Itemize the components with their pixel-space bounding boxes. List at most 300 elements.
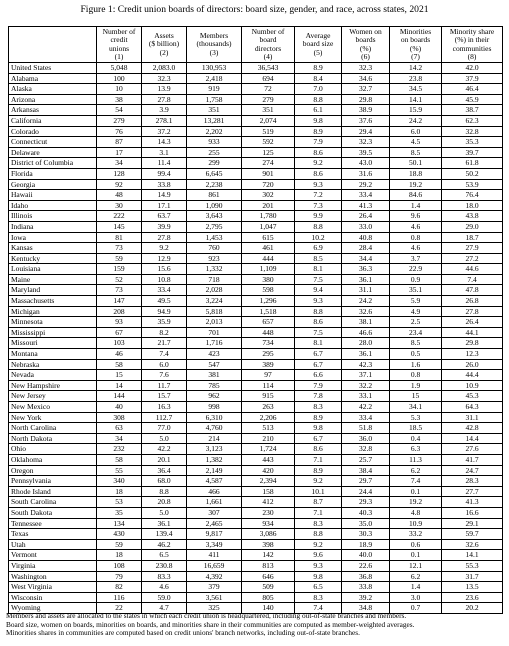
table-row [9,486,503,497]
value-cell: 87 [97,137,142,148]
value-cell: 381 [187,370,242,381]
value-cell: 36.1 [342,349,390,360]
value-cell: 37.9 [442,73,503,84]
value-cell: 998 [187,402,242,413]
value-cell: 379 [187,582,242,593]
value-cell: 423 [187,349,242,360]
state-name-cell: Minnesota [9,317,97,328]
value-cell: 444 [242,253,295,264]
table-row [9,232,503,243]
value-cell: 41.7 [442,454,503,465]
value-cell: 35.1 [390,285,442,296]
state-name-cell: Connecticut [9,137,97,148]
value-cell: 15.9 [390,105,442,116]
value-cell: 28.4 [342,243,390,254]
value-cell: 448 [242,327,295,338]
value-cell: 18.5 [390,423,442,434]
value-cell: 46 [97,349,142,360]
value-cell: 2,206 [242,412,295,423]
value-cell: 5.0 [142,507,187,518]
value-cell: 16,659 [187,560,242,571]
value-cell: 24.2 [390,115,442,126]
value-cell: 18 [97,550,142,561]
value-cell: 23.4 [390,327,442,338]
value-cell: 17 [97,147,142,158]
value-cell: 76.4 [442,190,503,201]
value-cell: 48 [97,190,142,201]
note-line: Members and assets are allocated to the states in which each credit union is headquartered, including out-of-state branches and members. [6,611,407,620]
value-cell: 39.5 [342,147,390,158]
value-cell: 50.2 [442,168,503,179]
value-cell: 9.8 [295,423,342,434]
value-cell: 915 [242,391,295,402]
value-cell: 31.1 [342,285,390,296]
state-name-cell: New Hampshire [9,380,97,391]
value-cell: 42.0 [442,63,503,74]
value-cell: 9.6 [295,550,342,561]
column-header-line: (3) [209,47,219,57]
state-name-cell: New Jersey [9,391,97,402]
value-cell: 1,047 [242,221,295,232]
value-cell: 8.2 [142,327,187,338]
value-cell: 1.9 [390,380,442,391]
value-cell: 1.4 [390,200,442,211]
table-row [9,73,503,84]
table-row [9,190,503,201]
column-header-line: directors [254,43,282,53]
value-cell: 116 [97,592,142,603]
value-cell: 29.0 [442,221,503,232]
state-name-cell: Montana [9,349,97,360]
value-cell: 547 [187,359,242,370]
value-cell: 3,123 [187,444,242,455]
value-cell: 8.9 [295,465,342,476]
table-body [9,63,503,614]
value-cell: 8.9 [295,412,342,423]
value-cell: 3.0 [390,592,442,603]
state-name-cell: Hawaii [9,190,97,201]
value-cell: 201 [242,200,295,211]
column-header-line: board [259,35,277,45]
value-cell: 592 [242,137,295,148]
value-cell: 45.3 [442,391,503,402]
value-cell: 42.2 [342,402,390,413]
value-cell: 4.5 [390,137,442,148]
value-cell: 9.2 [295,539,342,550]
value-cell: 734 [242,338,295,349]
value-cell: 33.4 [142,285,187,296]
value-cell: 0.7 [390,603,442,614]
value-cell: 34.1 [390,402,442,413]
value-cell: 103 [97,338,142,349]
value-cell: 63 [97,423,142,434]
value-cell: 9.2 [295,158,342,169]
value-cell: 598 [242,285,295,296]
value-cell: 112.7 [142,412,187,423]
value-cell: 1,661 [187,497,242,508]
column-header-line: ($ billion) [148,39,180,49]
value-cell: 718 [187,274,242,285]
value-cell: 23.8 [390,73,442,84]
value-cell: 33.8 [342,582,390,593]
value-cell: 3,086 [242,529,295,540]
value-cell: 7.4 [390,476,442,487]
state-name-cell: Alaska [9,84,97,95]
value-cell: 411 [187,550,242,561]
value-cell: 15.6 [142,264,187,275]
table-row [9,147,503,158]
column-header-line: (7) [411,51,420,61]
value-cell: 6.1 [295,105,342,116]
value-cell: 12.1 [390,560,442,571]
value-cell: 145 [97,221,142,232]
value-cell: 1,716 [187,338,242,349]
value-cell: 4,760 [187,423,242,434]
state-name-cell: Florida [9,168,97,179]
value-cell: 3,561 [187,592,242,603]
value-cell: 8.5 [390,147,442,158]
value-cell: 9.3 [295,179,342,190]
table-header-row [9,27,503,63]
value-cell: 8.4 [295,73,342,84]
value-cell: 6.7 [295,433,342,444]
value-cell: 208 [97,306,142,317]
table-row [9,571,503,582]
value-cell: 30 [97,200,142,211]
value-cell: 412 [242,497,295,508]
value-cell: 77.0 [142,423,187,434]
value-cell: 934 [242,518,295,529]
value-cell: 6.2 [390,571,442,582]
value-cell: 12.9 [142,253,187,264]
value-cell: 36,543 [242,63,295,74]
state-name-cell: Indiana [9,221,97,232]
value-cell: 295 [242,349,295,360]
column-header-line: boards [355,35,376,45]
value-cell: 139.4 [142,529,187,540]
value-cell: 27.6 [442,444,503,455]
value-cell: 99.4 [142,168,187,179]
column-header [390,27,442,63]
column-header-line: Number of [251,27,285,37]
state-name-cell: Nevada [9,370,97,381]
table-row [9,497,503,508]
value-cell: 3.7 [390,253,442,264]
value-cell: 15.7 [142,391,187,402]
table-row [9,179,503,190]
value-cell: 32.8 [342,444,390,455]
value-cell: 461 [242,243,295,254]
value-cell: 40.0 [342,550,390,561]
value-cell: 36.4 [142,465,187,476]
value-cell: 32.6 [342,306,390,317]
value-cell: 134 [97,518,142,529]
value-cell: 694 [242,73,295,84]
state-name-cell: Nebraska [9,359,97,370]
state-name-cell: Colorado [9,126,97,137]
column-header-line: unions [108,43,129,53]
state-name-cell: Mississippi [9,327,97,338]
column-header-line: board size [302,39,334,49]
value-cell: 63.7 [142,211,187,222]
value-cell: 73 [97,285,142,296]
value-cell: 147 [97,296,142,307]
value-cell: 36.8 [342,571,390,582]
value-cell: 24.2 [342,296,390,307]
value-cell: 8.3 [295,518,342,529]
note-line: Board size, women on boards, minorities on boards, and minorities share in their communities are computed as member-weighted averages. [6,619,415,629]
state-name-cell: New York [9,412,97,423]
value-cell: 24.4 [342,486,390,497]
value-cell: 230.8 [142,560,187,571]
value-cell: 23.6 [442,592,503,603]
value-cell: 2,418 [187,73,242,84]
value-cell: 14.2 [390,63,442,74]
value-cell: 255 [187,147,242,158]
value-cell: 73 [97,243,142,254]
table-row [9,370,503,381]
table-row [9,391,503,402]
value-cell: 2,013 [187,317,242,328]
note-line: Minorities shares in communities are computed based on credit unions' branch networks, including out-of-state branches. [6,628,360,638]
value-cell: 443 [242,454,295,465]
value-cell: 6.7 [295,349,342,360]
state-name-cell: California [9,115,97,126]
value-cell: 64.3 [442,402,503,413]
value-cell: 18 [97,486,142,497]
value-cell: 34.4 [342,253,390,264]
value-cell: 20.2 [442,603,503,614]
value-cell: 2,238 [187,179,242,190]
state-name-cell: Massachusetts [9,296,97,307]
table-row [9,84,503,95]
value-cell: 785 [187,380,242,391]
value-cell: 2,074 [242,115,295,126]
value-cell: 279 [242,94,295,105]
value-cell: 7.5 [295,327,342,338]
value-cell: 26.4 [342,211,390,222]
state-name-cell: Alabama [9,73,97,84]
value-cell: 4.8 [390,507,442,518]
value-cell: 100 [97,73,142,84]
table-row [9,444,503,455]
table-row [9,264,503,275]
value-cell: 18.8 [390,168,442,179]
value-cell: 10.9 [390,518,442,529]
figure-caption: Figure 1: Credit union boards of directors: board size, gender, and race, across states, 2021 [80,4,429,15]
value-cell: 307 [187,507,242,518]
state-name-cell: Virginia [9,560,97,571]
value-cell: 46.4 [442,84,503,95]
table-row [9,306,503,317]
value-cell: 82 [97,582,142,593]
value-cell: 8.7 [295,497,342,508]
value-cell: 5.3 [390,412,442,423]
value-cell: 22 [97,603,142,614]
value-cell: 901 [242,168,295,179]
value-cell: 509 [242,582,295,593]
value-cell: 11.3 [390,454,442,465]
value-cell: 308 [97,412,142,423]
value-cell: 923 [187,253,242,264]
state-name-cell: Missouri [9,338,97,349]
value-cell: 114 [242,380,295,391]
value-cell: 2,149 [187,465,242,476]
value-cell: 519 [242,126,295,137]
table-row [9,465,503,476]
value-cell: 29.8 [442,338,503,349]
value-cell: 6.9 [295,243,342,254]
value-cell: 140 [242,603,295,614]
table-row [9,115,503,126]
value-cell: 35.9 [142,317,187,328]
state-name-cell: Wyoming [9,603,97,614]
value-cell: 7.2 [295,190,342,201]
value-cell: 29.7 [342,476,390,487]
value-cell: 47.8 [442,285,503,296]
value-cell: 513 [242,423,295,434]
value-cell: 27.8 [142,232,187,243]
value-cell: 33.4 [342,190,390,201]
value-cell: 11.4 [142,158,187,169]
value-cell: 38 [97,94,142,105]
state-name-cell: Maryland [9,285,97,296]
value-cell: 12.3 [442,349,503,360]
value-cell: 263 [242,402,295,413]
column-header-line: on boards [400,35,431,45]
value-cell: 34 [97,433,142,444]
value-cell: 34.5 [390,84,442,95]
value-cell: 210 [242,433,295,444]
value-cell: 16.6 [442,507,503,518]
value-cell: 92 [97,179,142,190]
value-cell: 53.9 [442,179,503,190]
value-cell: 6.3 [390,444,442,455]
value-cell: 222 [97,211,142,222]
value-cell: 299 [187,158,242,169]
state-name-cell: Arkansas [9,105,97,116]
value-cell: 35 [97,507,142,518]
table-row [9,317,503,328]
value-cell: 14.1 [390,94,442,105]
value-cell: 25.7 [342,454,390,465]
value-cell: 919 [187,84,242,95]
value-cell: 214 [187,433,242,444]
column-header-line: (4) [263,51,273,61]
value-cell: 0.1 [390,486,442,497]
value-cell: 8.9 [295,126,342,137]
value-cell: 7.3 [295,200,342,211]
value-cell: 33.4 [342,412,390,423]
column-header-line: (8) [467,51,477,61]
value-cell: 32.7 [342,84,390,95]
value-cell: 760 [187,243,242,254]
table-row [9,402,503,413]
value-cell: 26.8 [442,296,503,307]
value-cell: 44.6 [442,264,503,275]
value-cell: 10.9 [442,380,503,391]
state-name-cell: District of Columbia [9,158,97,169]
value-cell: 5.9 [390,296,442,307]
value-cell: 2,394 [242,476,295,487]
value-cell: 27.8 [142,94,187,105]
value-cell: 62.3 [442,115,503,126]
value-cell: 33.1 [342,391,390,402]
data-table [8,26,503,614]
state-name-cell: West Virginia [9,582,97,593]
value-cell: 6.5 [142,550,187,561]
value-cell: 34.6 [342,73,390,84]
value-cell: 8.3 [295,402,342,413]
table-row [9,243,503,254]
value-cell: 29.2 [342,179,390,190]
value-cell: 68.0 [142,476,187,487]
value-cell: 720 [242,179,295,190]
value-cell: 1,453 [187,232,242,243]
value-cell: 24.7 [442,465,503,476]
value-cell: 7.4 [442,274,503,285]
table-row [9,412,503,423]
column-header [242,27,295,63]
value-cell: 7.4 [142,349,187,360]
value-cell: 37.1 [342,370,390,381]
value-cell: 1,332 [187,264,242,275]
value-cell: 18.7 [442,232,503,243]
value-cell: 398 [242,539,295,550]
value-cell: 3.9 [142,105,187,116]
value-cell: 6.0 [142,359,187,370]
value-cell: 933 [187,137,242,148]
value-cell: 7.9 [295,380,342,391]
value-cell: 33.0 [342,221,390,232]
value-cell: 19.2 [390,179,442,190]
state-name-cell: Pennsylvania [9,476,97,487]
value-cell: 34.8 [342,603,390,614]
value-cell: 49.5 [142,296,187,307]
value-cell: 40.8 [342,232,390,243]
value-cell: 8.6 [295,317,342,328]
value-cell: 6.5 [295,582,342,593]
value-cell: 1,382 [187,454,242,465]
value-cell: 657 [242,317,295,328]
value-cell: 45.9 [442,94,503,105]
value-cell: 36.1 [342,274,390,285]
state-name-cell: Utah [9,539,97,550]
table-row [9,560,503,571]
table-notes [6,612,506,638]
column-header-line: (thousands) [196,39,232,49]
value-cell: 8.6 [295,168,342,179]
value-cell: 7.8 [295,391,342,402]
value-cell: 278.1 [142,115,187,126]
value-cell: 67 [97,327,142,338]
value-cell: 50.1 [390,158,442,169]
table-row [9,327,503,338]
value-cell: 14.1 [442,550,503,561]
state-name-cell: Vermont [9,550,97,561]
value-cell: 10.1 [295,486,342,497]
value-cell: 4,587 [187,476,242,487]
value-cell: 35.0 [342,518,390,529]
column-header-line: Assets [154,31,174,41]
value-cell: 19.2 [390,497,442,508]
value-cell: 3,349 [187,539,242,550]
column-header-line: Women on [349,27,382,37]
value-cell: 7.5 [295,274,342,285]
value-cell: 805 [242,592,295,603]
value-cell: 8.1 [295,264,342,275]
value-cell: 340 [97,476,142,487]
